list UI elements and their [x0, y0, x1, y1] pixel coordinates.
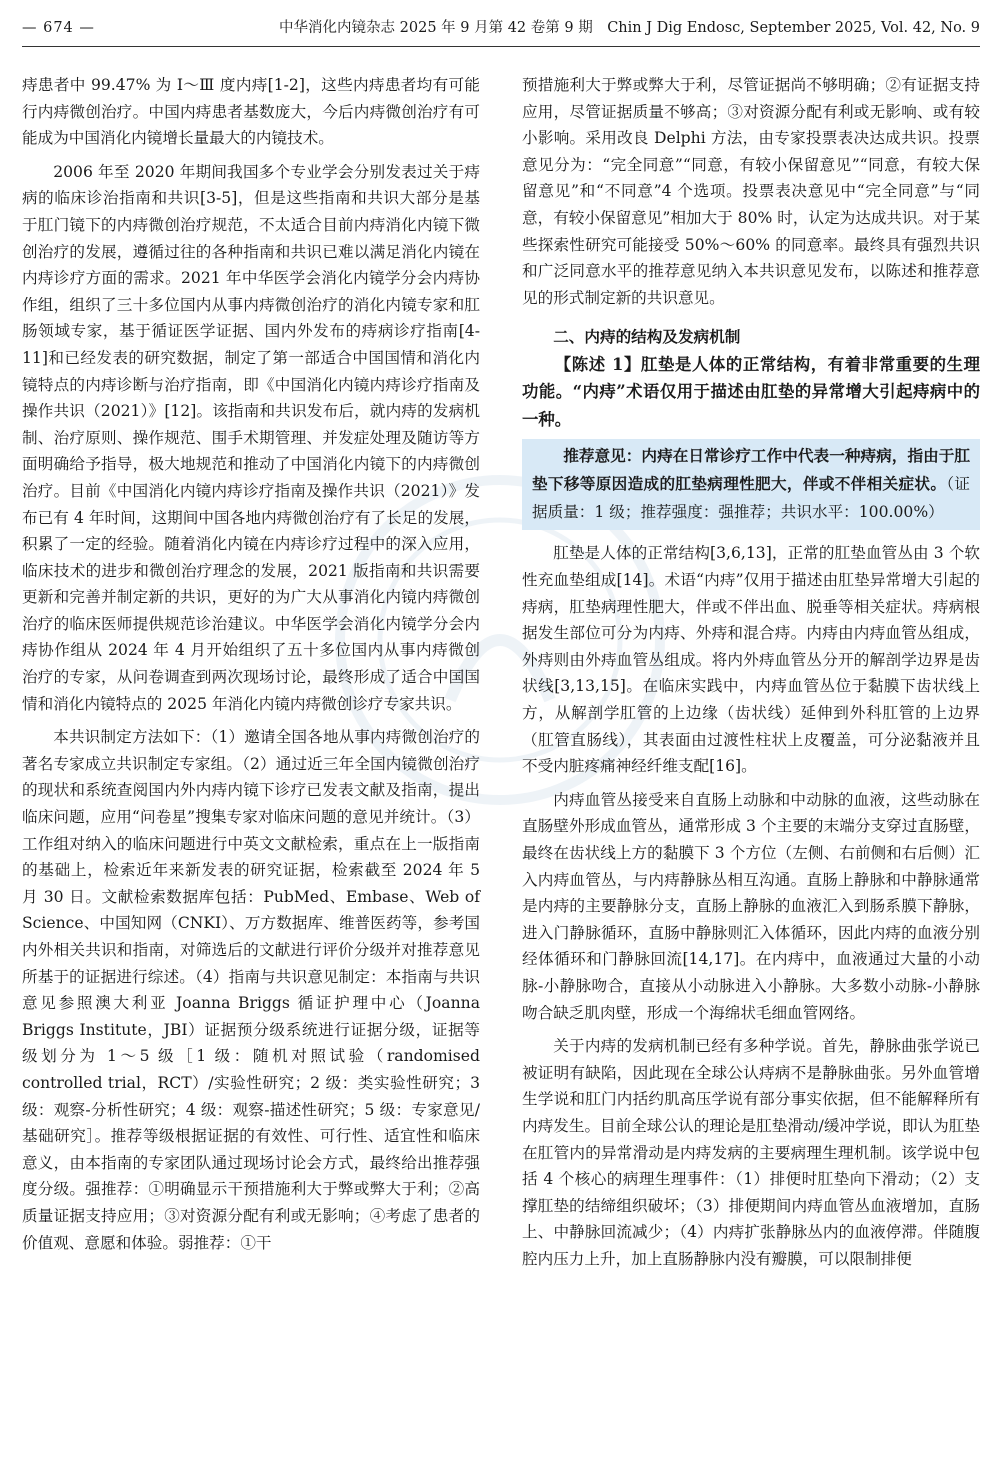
body-paragraph: 痔患者中 99.47% 为 Ⅰ～Ⅲ 度内痔[1-2]，这些内痔患者均有可能行内痔微创治疗。中国内痔患者基数庞大，今后内痔微创治疗有可能成为中国消化内镜增长量最大的内镜技术。 — [22, 76, 480, 148]
body-paragraph: 内痔血管丛接受来自直肠上动脉和中动脉的血液，这些动脉在直肠壁外形成血管丛，通常形成 3 个主要的末端分支穿过直肠壁，最终在齿状线上方的黏膜下 3 个方位（左侧、右前侧和右后侧）汇入内痔血管丛，与内痔静脉丛相互沟通。直肠上静脉和中静脉通常是内痔的主要静脉分支，直肠上静脉的血液汇入到肠系膜下静脉，进入门静脉循环，直肠中静脉则汇入体循环，因此内痔的血液分别经体循环和门静脉回流[14,17]。在内痔中，血液通过大量的小动脉-小静脉吻合，直接从小动脉进入小静脉。大多数小动脉-小静脉吻合缺乏肌肉壁，形成一个海绵状毛细血管网络。 — [522, 790, 980, 1022]
body-paragraph: 2006 年至 2020 年期间我国多个专业学会分别发表过关于痔病的临床诊治指南和共识[3-5]，但是这些指南和共识大部分是基于肛门镜下的内痔微创治疗规范，不太适合目前内痔消化内镜下微创治疗的发展，遵循过往的各种指南和共识已难以满足消化内镜在内痔诊疗方面的需求。2021 年中华医学会消化内镜学分会内痔协作组，组织了三十多位国内从事内痔微创治疗的消化内镜专家和肛肠领域专家，基于循证医学证据、国内外发布的痔病诊疗指南[4-11]和已经发表的研究数据，制定了第一部适合中国国情和消化内镜特点的内痔诊断与治疗指南，即《中国消化内镜内痔诊疗指南及操作共识（2021）》[12]。该指南和共识发布后，就内痔的发病机制、治疗原则、操作规范、围手术期管理、并发症处理及随访等方面明确给予指导，极大地规范和推动了中国消化内镜下的内痔微创治疗。目前《中国消化内镜内痔诊疗指南及操作共识（2021）》发布已有 4 年时间，这期间中国各地内痔微创治疗有了长足的发展，积累了一定的经验。随着消化内镜在内痔诊疗过程中的深入应用，临床技术的进步和微创治疗理念的发展，2021 版指南和共识需要更新和完善并制定新的共识，更好的为广大从事消化内镜内痔微创治疗的临床医师提供规范诊治建议。中华医学会消化内镜学分会内痔协作组从 2024 年 4 月开始组织了五十多位国内从事内痔微创治疗的专家，从问卷调查到两次现场讨论，最终形成了适合中国国情和消化内镜特点的 2025 年消化内镜内痔微创诊疗专家共识。 — [22, 162, 480, 713]
page-number: — 674 — — [22, 20, 95, 36]
evidence-rating: （证据质量：1 级；推荐强度：强推荐；共识水平：100.00%） — [532, 475, 970, 522]
recommendation-box — [522, 439, 980, 530]
statement-1: 【陈述 1】肛垫是人体的正常结构，有着非常重要的生理功能。“内痔”术语仅用于描述由肛垫的异常增大引起痔病中的一种。 — [522, 354, 980, 429]
left-column — [22, 72, 480, 1256]
body-paragraph: 本共识制定方法如下：（1）邀请全国各地从事内痔微创治疗的著名专家成立共识制定专家组。（2）通过近三年全国内镜微创治疗的现状和系统查阅国内外内痔内镜下诊疗已发表文献及指南，提出临床问题，应用“问卷星”搜集专家对临床问题的意见并统计。（3）工作组对纳入的临床问题进行中英文文献检索，重点在上一版指南的基础上，检索近年来新发表的研究证据，检索截至 2024 年 5 月 30 日。文献检索数据库包括：PubMed、Embase、Web of Science、中国知网（CNKI）、万方数据库、维普医药等，参考国内外相关共识和指南，对筛选后的文献进行评价分级并对推荐意见所基于的证据进行综述。（4）指南与共识意见制定：本指南与共识意见参照澳大利亚 Joanna Briggs 循证护理中心（Joanna Briggs Institute，JBI）证据预分级系统进行证据分级，证据等级划分为 1～5 级［1 级：随机对照试验（randomised controlled trial，RCT）/实验性研究；2 级：类实验性研究；3 级：观察-分析性研究；4 级：观察-描述性研究；5 级：专家意见/基础研究］。推荐等级根据证据的有效性、可行性、适宜性和临床意义，由本指南的专家团队通过现场讨论会方式，最终给出推荐强度分级。强推荐：①明确显示干预措施利大于弊或弊大于利；②高质量证据支持应用；③对资源分配有利或无影响；④考虑了患者的价值观、意愿和体验。弱推荐：①干 — [22, 728, 480, 1252]
running-header — [22, 10, 980, 47]
recommendation-text: 推荐意见：内痔在日常诊疗工作中代表一种痔病，指由于肛垫下移等原因造成的肛垫病理性肥大，伴或不伴相关症状。 — [532, 446, 970, 494]
body-paragraph: 预措施利大于弊或弊大于利，尽管证据尚不够明确；②有证据支持应用，尽管证据质量不够高；③对资源分配有利或无影响、或有较小影响。采用改良 Delphi 方法，由专家投票表决达成共识。投票意见分为：“完全同意”“同意，有较小保留意见”“同意，有较大保留意见”和“不同意”4 个选项。投票表决意见中“完全同意”与“同意，有较小保留意见”相加大于 80% 时，认定为达成共识。对于某些探索性研究可能接受 50%～60% 的同意率。最终具有强烈共识和广泛同意水平的推荐意见纳入本共识意见发布，以陈述和推荐意见的形式制定新的共识意见。 — [522, 76, 980, 307]
right-column — [522, 72, 980, 1272]
body-paragraph: 关于内痔的发病机制已经有多种学说。首先，静脉曲张学说已被证明有缺陷，因此现在全球公认痔病不是静脉曲张。另外血管增生学说和肛门内括约肌高压学说有部分事实依据，但不能解释所有内痔发生。目前全球公认的理论是肛垫滑动/缓冲学说，即认为肛垫在肛管内的异常滑动是内痔发病的主要病理生理机制。该学说中包括 4 个核心的病理生理事件：（1）排便时肛垫向下滑动；（2）支撑肛垫的结缔组织破坏；（3）排便期间内痔血管丛血液增加，直肠上、中静脉回流减少；（4）内痔扩张静脉丛内的血液停滞。伴随腹腔内压力上升，加上直肠静脉内没有瓣膜，可以限制排便 — [522, 1037, 980, 1268]
section-heading: 二、内痔的结构及发病机制 — [553, 327, 741, 347]
body-paragraph: 肛垫是人体的正常结构[3,6,13]，正常的肛垫血管丛由 3 个软性充血垫组成[14]。术语“内痔”仅用于描述由肛垫异常增大引起的痔病，肛垫病理性肥大，伴或不伴出血、脱垂等相关症状。痔病根据发生部位可分为内痔、外痔和混合痔。内痔由内痔血管丛组成，外痔则由外痔血管丛组成。将内外痔血管丛分开的解剖学边界是齿状线[3,13,15]。在临床实践中，内痔血管丛位于黏膜下齿状线上方，从解剖学肛管的上边缘（齿状线）延伸到外科肛管的上边界（肛管直肠线），其表面由过渡性柱状上皮覆盖，可分泌黏液并且不受内脏疼痛神经纤维支配[16]。 — [522, 544, 980, 776]
journal-citation: 中华消化内镜杂志 2025 年 9 月第 42 卷第 9 期 Chin J Dig Endosc, September 2025, Vol. 42, No. 9 — [279, 20, 980, 36]
